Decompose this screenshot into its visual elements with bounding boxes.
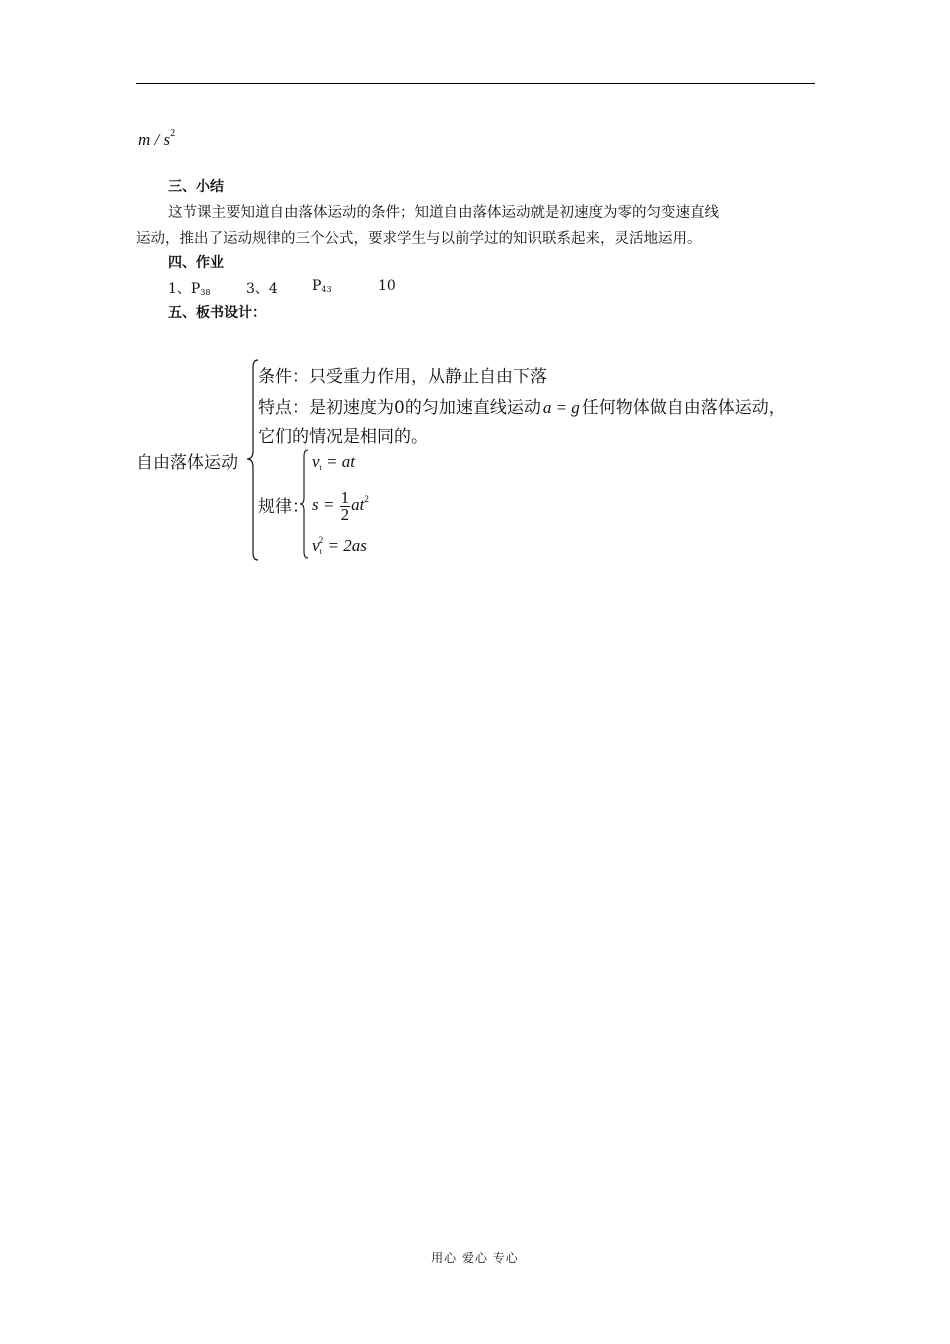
formula-velocity: vt = at: [312, 452, 355, 472]
homework-item-1: 1、$P_{38}$: [168, 281, 211, 297]
homework-item-4: 10: [378, 278, 396, 294]
section-heading-board-design: 五、板书设计：: [168, 305, 266, 321]
board-feature-cont: 它们的情况是相同的。: [258, 427, 428, 447]
section-heading-summary: 三、小结: [168, 179, 224, 195]
header-rule: [136, 83, 815, 84]
unit-expression: m / $s^2$: [138, 128, 176, 149]
law-brace: [298, 449, 310, 559]
board-condition: 条件：只受重力作用，从静止自由下落: [258, 367, 547, 387]
homework-item-3: $P_{43}$: [312, 278, 332, 294]
section-heading-homework: 四、作业: [168, 255, 224, 271]
summary-line-2: 运动，推出了运动规律的三个公式，要求学生与以前学过的知识联系起来，灵活地运用。: [136, 231, 702, 247]
homework-item-2: 3、4: [246, 281, 278, 297]
formula-displacement: s = $\frac{1}{2}$ $at^2$: [312, 487, 369, 524]
formula-velocity-squared: $vt^2 = 2as$: [312, 535, 367, 556]
board-law-label: 规律：: [258, 497, 309, 517]
page-footer: 用心 爱心 专心: [431, 1251, 519, 1265]
board-feature: 特点：是初速度为0的匀加速直线运动 a = g 任何物体做自由落体运动，: [258, 398, 786, 418]
feature-equation: a = g: [542, 398, 580, 417]
summary-line-1: 这节课主要知道自由落体运动的条件；知道自由落体运动就是初速度为零的匀变速直线: [168, 205, 719, 221]
board-root-label: 自由落体运动: [136, 453, 238, 473]
outer-brace: [244, 359, 260, 561]
